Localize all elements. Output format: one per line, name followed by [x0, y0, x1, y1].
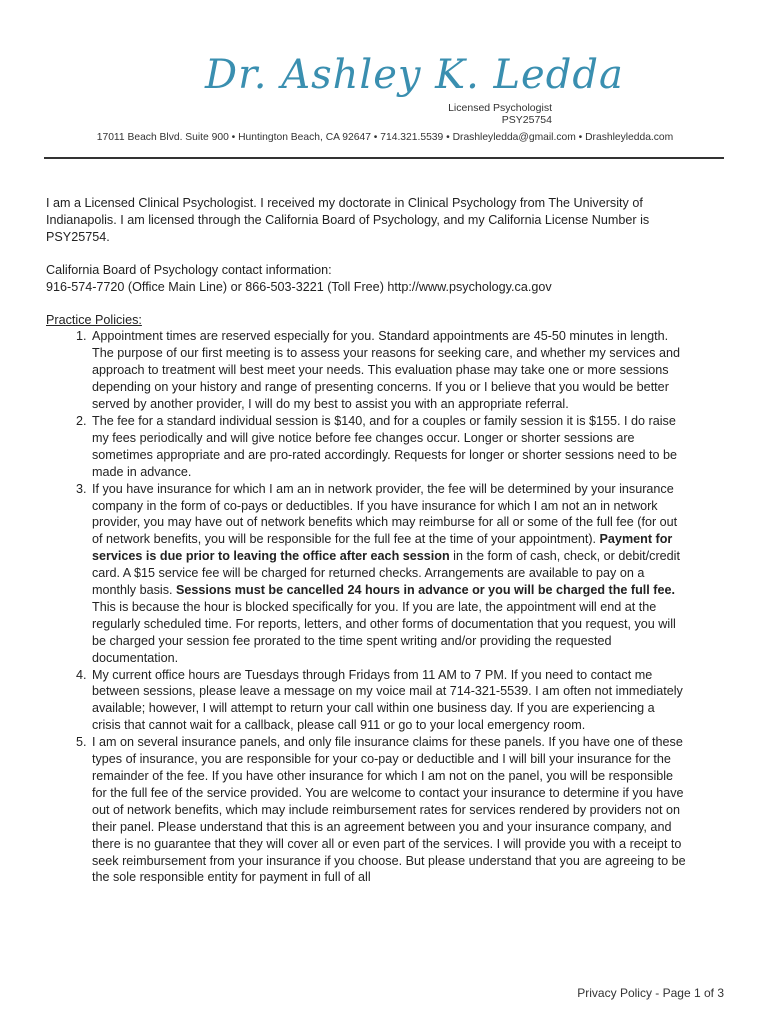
- policy-item: 2. The fee for a standard individual session is $140, and for a couples or family session it is $155. I do raise my fees periodically and will give notice before fee changes occur. Longer or shorter sessions are sometimes appropriate and are pro-rated accordingly. Requests for longer or shorter sessions need to be made in advance.: [90, 413, 686, 481]
- page-footer: Privacy Policy - Page 1 of 3: [577, 986, 724, 1000]
- signature-logo: Dr. Ashley K. Ledda: [205, 52, 624, 98]
- policy-text: in the form of cash, check, or debit/credit card. A $15 service fee will be charged for returned checks. Arrangements are available to pay on a monthly basis.: [92, 549, 680, 598]
- policy-item: 1. Appointment times are reserved especially for you. Standard appointments are 45-50 minutes in length. The purpose of our first meeting is to assess your reasons for seeking care, and whether my services and approach to treatment will best meet your needs. This evaluation phase may take one or more sessions depending on your history and range of presenting concerns. If you or I believe that you would be better served by another provider, I will do my best to assist you with an appropriate referral.: [90, 328, 686, 413]
- policy-list: [46, 328, 686, 886]
- policy-item: 4. My current office hours are Tuesdays through Fridays from 11 AM to 7 PM. If you need to contact me between sessions, please leave a message on my voice mail at 714-321-5539. I am often not immediately available; however, I will attempt to return your call within one business day. If you are experiencing a crisis that cannot wait for a callback, please call 911 or go to your local emergency room.: [90, 667, 686, 735]
- cancellation-notice: Sessions must be cancelled 24 hours in advance or you will be charged the full fee.: [176, 583, 676, 598]
- policy-text: If you have insurance for which I am an in network provider, the fee will be determined by your insurance company in the form of co-pays or deductibles. If you have insurance for which I am not an in network provider, you may have out of network benefits which may reimburse for all or some of the full fee (for out of network benefits, you will be responsible for the full fee at the time of your appointment).: [92, 481, 678, 547]
- board-contact-details: 916-574-7720 (Office Main Line) or 866-503-3221 (Toll Free) http://www.psychology.ca.gov: [46, 279, 552, 294]
- intro-paragraph: I am a Licensed Clinical Psychologist. I received my doctorate in Clinical Psychology from The University of Indianapolis. I am licensed through the California Board of Psychology, and my California License Number is PSY25754.: [46, 196, 650, 244]
- contact-address-line: 17011 Beach Blvd. Suite 900 • Huntington Beach, CA 92647 • 714.321.5539 • Drashleyledda@gmail.com • Drashleyledda.com: [96, 132, 674, 143]
- payment-due-notice: Payment for services is due prior to leaving the office after each session: [92, 532, 673, 564]
- policy-text: This is because the hour is blocked specifically for you. If you are late, the appointment will end at the regularly scheduled time. For reports, letters, and other forms of documentation that you request, you will be charged your session fee prorated to the time spent writing and/or providing the requested documentation.: [92, 599, 676, 665]
- policy-item: [90, 481, 686, 667]
- board-contact-label: California Board of Psychology contact information:: [46, 262, 332, 277]
- policy-item: 5. I am on several insurance panels, and only file insurance claims for these panels. If you have one of these types of insurance, you are responsible for your co-pay or deductible and I will bill your insurance for the remainder of the fee. If you have other insurance for which I am not on the panel, you will be responsible for the full fee of the service provided. You are welcome to contact your insurance to determine if you have out of network benefits, which may include reimbursement rates for services rendered by providers not on their panel. Please understand that this is an agreement between you and your insurance company, and there is no guarantee that they will cover all or even part of the services. I will provide you with a receipt to seek reimbursement from your insurance if you choose. But please understand that you are agreeing to be the sole responsible entity for payment in full of all: [90, 734, 686, 886]
- letterhead: [0, 48, 770, 163]
- header-divider: [44, 157, 724, 159]
- practice-policies-heading: Practice Policies:: [46, 312, 142, 327]
- document-body: [46, 195, 686, 886]
- professional-title: Licensed Psychologist: [448, 102, 552, 114]
- license-number: PSY25754: [501, 114, 552, 126]
- board-contact: [46, 262, 686, 296]
- credentials: [448, 102, 552, 126]
